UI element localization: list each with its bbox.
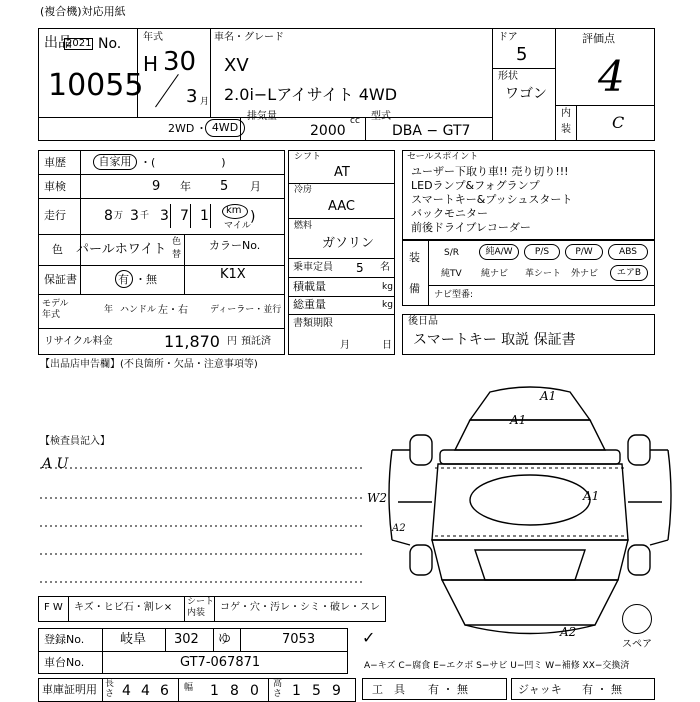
- recycle-deposit: 預託済: [241, 336, 271, 347]
- cert-height-d1: 1: [292, 683, 301, 699]
- history-rest: ・( ): [140, 156, 226, 169]
- dealer-options: ディーラー・並行: [210, 305, 282, 315]
- shift-label: シフト: [294, 152, 322, 162]
- damage-mark-6: A2: [560, 625, 577, 639]
- equip-navi: 純ナビ: [481, 269, 509, 279]
- tools-options: 有 ・ 無: [428, 683, 468, 696]
- sales-points-label: セールスポイント: [407, 152, 479, 162]
- handle-options: 左・右: [158, 305, 188, 316]
- seats-unit: 名: [380, 262, 390, 273]
- load-label: 積載量: [293, 280, 326, 293]
- mileage-unit-km: km: [226, 205, 242, 216]
- registration-number: 7053: [282, 632, 316, 647]
- door-value: 5: [516, 44, 528, 65]
- year-month-unit: 月: [200, 97, 210, 107]
- later-label: 後日品: [408, 316, 438, 327]
- seats-value: 5: [356, 261, 364, 275]
- damage-mark-3: W2: [367, 491, 387, 505]
- displacement-unit: cc: [350, 116, 360, 126]
- model-name: XV: [224, 55, 249, 76]
- mileage-close-paren: ): [250, 209, 256, 225]
- damage-mark-5: A1: [540, 389, 557, 403]
- sales-line-2: LEDランプ&フォグランプ: [411, 179, 540, 192]
- condition-seat-1: シート: [187, 597, 215, 607]
- damage-legend: A−キズ C−腐食 E−エクボ S−サビ U−凹ミ W−補修 XX−交換済: [364, 661, 630, 671]
- warranty-yes: 有: [118, 273, 129, 286]
- handle-label: ハンドル: [120, 305, 157, 315]
- registration-kana: ゆ: [218, 632, 232, 647]
- year-era: H: [143, 52, 159, 76]
- seats-label: 乗車定員: [293, 262, 333, 273]
- lot-year-box: 2021: [66, 38, 92, 49]
- door-label: ドア: [498, 32, 518, 43]
- jack-label: ジャッキ: [518, 683, 562, 696]
- cert-width-d1: 1: [210, 683, 219, 699]
- garage-cert-label: 車庫証明用: [42, 683, 97, 696]
- year-month: 3: [186, 86, 198, 107]
- equipment-label-2: 備: [409, 282, 420, 295]
- equipment-label-1: 装: [409, 251, 420, 264]
- mileage-label: 走行: [44, 209, 66, 222]
- equip-leather: 革シート: [525, 269, 562, 279]
- body-value: ワゴン: [505, 86, 547, 102]
- lot-label-no: No.: [98, 36, 122, 52]
- inspection-month: 5: [220, 179, 229, 194]
- drive-2wd: 2WD: [168, 122, 195, 135]
- cert-len-2: さ: [105, 689, 115, 699]
- color-code-label: カラーNo.: [209, 239, 261, 252]
- inspection-year-unit: 年: [180, 180, 191, 193]
- inspector-lines: [38, 450, 368, 590]
- model-year-label-2: 年式: [42, 310, 61, 320]
- color-code: K1X: [220, 267, 246, 282]
- color-change-1: 色: [172, 237, 182, 247]
- condition-items: キズ・ヒビ石・割レ×: [74, 602, 173, 613]
- cert-len-d2: 4: [141, 683, 150, 699]
- sales-line-1: ユーザー下取り車!! 売り切り!!!: [411, 165, 569, 178]
- lot-label-de: 出品: [44, 35, 72, 51]
- docs-day: 日: [382, 340, 392, 351]
- load-unit: kg: [382, 282, 393, 292]
- navi-model-label: ナビ型番:: [434, 290, 474, 300]
- cert-len-1: 長: [105, 679, 115, 689]
- equip-ext-navi: 外ナビ: [571, 269, 599, 279]
- cert-len-d3: 6: [160, 683, 169, 699]
- condition-seat-2: 内装: [187, 608, 206, 618]
- mileage-d3: 3: [160, 208, 169, 224]
- ac-value: AAC: [328, 199, 355, 214]
- registration-check: ✓: [362, 628, 376, 647]
- cert-width-1: 幅: [184, 683, 194, 693]
- color-label: 色: [52, 243, 63, 256]
- damage-mark-2: A1: [583, 489, 600, 503]
- color-change-2: 替: [172, 250, 182, 260]
- body-label: 形状: [498, 71, 518, 82]
- score-value: 4: [598, 52, 625, 101]
- registration-label: 登録No.: [44, 633, 85, 646]
- jack-options: 有 ・ 無: [582, 683, 622, 696]
- inspection-label: 車検: [44, 180, 66, 193]
- fuel-value: ガソリン: [322, 236, 375, 251]
- mileage-d4: 7: [180, 208, 189, 224]
- inspector-handwriting: A U: [42, 456, 69, 472]
- cert-len-d1: 4: [122, 683, 131, 699]
- notes-heading: 【出品店申告欄】(不良箇所・欠品・注意事項等): [40, 359, 258, 370]
- damage-mark-4: A2: [392, 523, 406, 534]
- spare-tire-icon: [622, 604, 652, 634]
- sales-line-3: スマートキー&プッシュスタート: [411, 193, 573, 206]
- cert-height-d2: 5: [312, 683, 321, 699]
- recycle-unit: 円: [227, 336, 237, 347]
- registration-place: 岐阜: [120, 632, 147, 647]
- weight-label: 総重量: [293, 298, 326, 311]
- recycle-amount: 11,870: [164, 332, 220, 351]
- mileage-d2: 3: [130, 208, 139, 224]
- year-value: 30: [163, 47, 197, 77]
- recycle-label: リサイクル料金: [44, 336, 113, 347]
- grade: 2.0i−Lアイサイト 4WD: [224, 85, 398, 104]
- registration-class: 302: [174, 632, 199, 647]
- inspector-heading: 【検査員記入】: [40, 436, 110, 447]
- warranty-label: 保証書: [44, 273, 77, 286]
- score-label: 評価点: [582, 32, 615, 45]
- history-private-circled: 自家用: [93, 154, 137, 170]
- drive-sep: ・: [196, 122, 207, 135]
- mileage-d1: 8: [104, 208, 113, 224]
- form-top-note: (複合機)対応用紙: [40, 5, 126, 18]
- cert-height-d3: 9: [332, 683, 341, 699]
- interior-label-2: 装: [561, 124, 571, 135]
- type-value: DBA − GT7: [392, 123, 471, 139]
- weight-unit: kg: [382, 300, 393, 310]
- model-year-label-1: モデル: [42, 299, 69, 309]
- interior-label-1: 内: [561, 108, 571, 119]
- mileage-unit-mile: マイル: [224, 221, 251, 231]
- equip-airbag-circled: エアB: [610, 265, 648, 281]
- name-label: 車名・グレード: [214, 32, 284, 43]
- equip-ps: P/S: [524, 244, 560, 260]
- condition-fw: F W: [44, 602, 63, 613]
- equip-abs: ABS: [608, 244, 648, 260]
- inspection-year: 9: [152, 179, 161, 194]
- equip-tv: 純TV: [441, 269, 462, 279]
- color-value: パールホワイト: [76, 242, 167, 257]
- cert-width-d3: 0: [250, 683, 259, 699]
- damage-mark-1: A1: [510, 413, 527, 427]
- displacement-value: 2000: [310, 123, 346, 139]
- interior-score: C: [612, 113, 625, 132]
- year-label: 年式: [143, 32, 163, 43]
- tools-label: 工 具: [372, 683, 405, 696]
- sales-line-4: バックモニター: [411, 207, 488, 220]
- model-year-unit: 年: [104, 305, 114, 315]
- history-label: 車歴: [44, 156, 66, 169]
- equip-sr: S/R: [444, 248, 459, 258]
- equip-alloy-circled: 純A/W: [479, 244, 519, 260]
- mileage-u1: 万: [114, 211, 124, 221]
- sales-line-5: 前後ドライブレコーダー: [411, 221, 531, 234]
- docs-month: 月: [340, 340, 350, 351]
- inspection-month-unit: 月: [250, 180, 261, 193]
- shift-value: AT: [334, 165, 350, 180]
- fuel-label: 燃料: [294, 221, 313, 231]
- chassis-number: GT7-067871: [180, 655, 261, 670]
- condition-seat-items: コゲ・穴・汚レ・シミ・破レ・スレ: [220, 602, 380, 613]
- mileage-d5: 1: [200, 208, 209, 224]
- cert-width-d2: 8: [230, 683, 239, 699]
- later-items-value: スマートキー 取説 保証書: [413, 332, 576, 348]
- docs-label: 書類期限: [293, 318, 333, 329]
- lot-number: 10055: [48, 68, 144, 103]
- cert-height-1: 高: [273, 679, 283, 689]
- chassis-label: 車台No.: [44, 656, 85, 669]
- mileage-u2: 千: [140, 211, 150, 221]
- cert-height-2: さ: [273, 689, 283, 699]
- ac-label: 冷房: [294, 185, 313, 195]
- type-label: 型式: [371, 111, 391, 122]
- equip-pw: P/W: [565, 244, 603, 260]
- displacement-label: 排気量: [247, 111, 277, 122]
- drive-4wd-circled: 4WD: [205, 119, 245, 137]
- spare-label: スペア: [622, 639, 652, 650]
- warranty-rest: ・無: [135, 273, 157, 286]
